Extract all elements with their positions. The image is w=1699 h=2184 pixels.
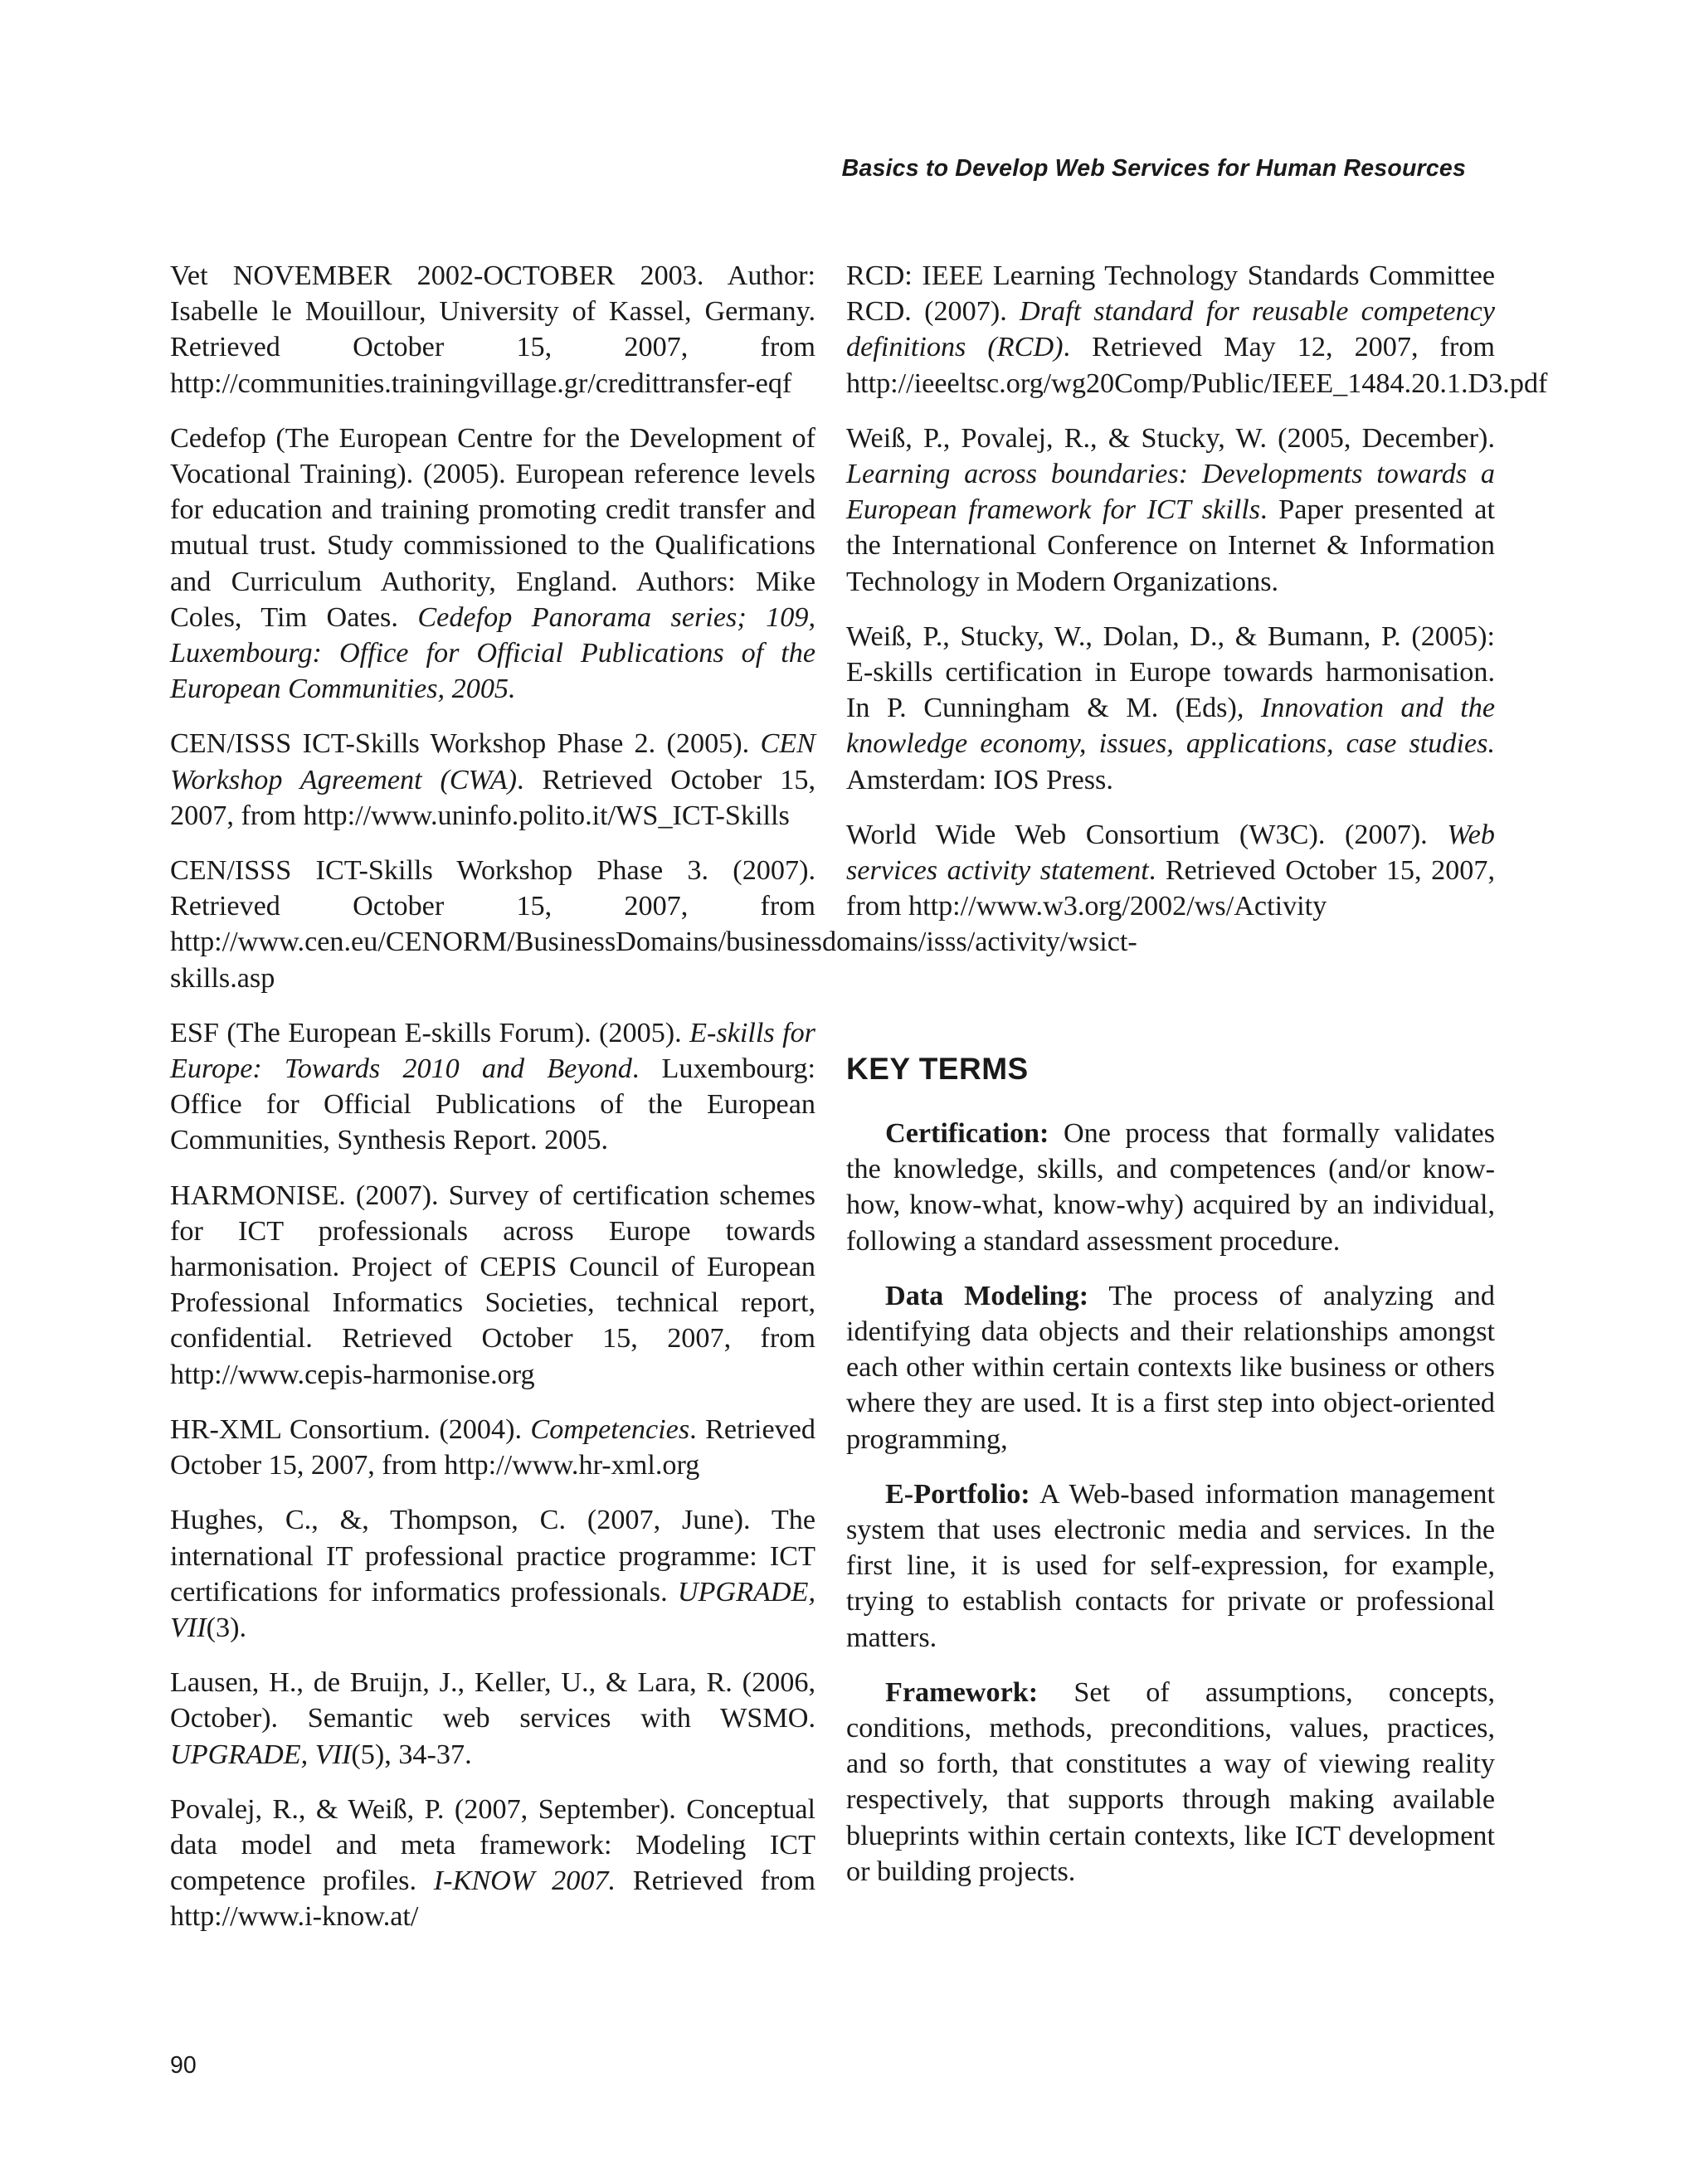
reference-italic-text: UPGRADE, VII [170, 1739, 352, 1770]
key-term-name: E-Portfolio: [885, 1478, 1030, 1510]
reference-text: Hughes, C., &, Thompson, C. (2007, June). The international IT professional practice programme: ICT certifications for informatics professionals. [170, 1505, 815, 1608]
reference-entry [170, 258, 815, 401]
key-term-name: Framework: [885, 1676, 1039, 1708]
reference-text: CEN/ISSS ICT-Skills Workshop Phase 2. (2005). [170, 728, 761, 760]
reference-text: RCD: IEEE Learning Technology Standards Committee RCD. (2007). [846, 260, 1495, 328]
reference-entry [170, 1792, 815, 1935]
reference-text: . Retrieved October 15, 2007, from http://www.w3.org/2002/ws/Activity [846, 855, 1495, 922]
reference-entry [170, 853, 1137, 996]
key-term-entry [846, 1278, 1495, 1457]
key-term-name: Data Modeling: [885, 1280, 1089, 1311]
reference-text: Cedefop (The European Centre for the Development of Vocational Training). (2005). European reference levels for education and training promoting credit transfer and mutual trust. Study commissioned to the Qualifications and Curriculum Authority, England. Authors: Mike Coles, Tim Oates. [170, 422, 815, 633]
running-head: Basics to Develop Web Services for Human Resources [841, 155, 1466, 182]
right-references [846, 258, 1548, 924]
reference-italic-text: , Innovation and the knowledge economy, issues, applications, case studies. [846, 693, 1496, 760]
reference-entry [846, 258, 1548, 401]
reference-text: . Retrieved May 12, 2007, from http://ieeeltsc.org/wg20Comp/Public/IEEE_1484.20.1.D3.pdf [846, 332, 1548, 399]
key-term-definition: A Web-based information management system that uses electronic media and services. In the first line, it is used for self-expression, for example, trying to establish contacts for private or professional matters. [846, 1478, 1495, 1653]
reference-entry [846, 619, 1495, 798]
reference-text: HARMONISE. (2007). Survey of certification schemes for ICT professionals across Europe towards harmonisation. Project of CEPIS Council of European Professional Informatics Societies, technical report, confidential. Retrieved October 15, 2007, from http://www.cepis-harmonise.org [170, 1180, 815, 1390]
reference-text: Retrieved from http://www.i-know.at/ [170, 1865, 815, 1933]
reference-entry [170, 1178, 815, 1393]
reference-italic-text: E-skills for Europe: Towards 2010 and Beyond [170, 1017, 815, 1085]
key-term-entry [846, 1116, 1495, 1259]
key-term-entry [846, 1476, 1495, 1656]
reference-text: . Luxembourg: Office for Official Publications of the European Communities, Synthesis Report. 2005. [170, 1053, 815, 1156]
reference-entry [170, 1665, 815, 1773]
reference-entry [846, 421, 1495, 600]
page-number: 90 [170, 2052, 197, 2079]
reference-text: Amsterdam: IOS Press. [846, 764, 1113, 795]
key-term-entry [846, 1675, 1495, 1890]
reference-text: Weiß, P., Povalej, R., & Stucky, W. (2005, December). [846, 422, 1495, 454]
reference-text: Povalej, R., & Weiß, P. (2007, September). Conceptual data model and meta framework: Modeling ICT competence profiles. [170, 1793, 815, 1897]
reference-italic-text: Learning across boundaries: Developments towards a European framework for ICT skills [846, 459, 1495, 526]
reference-text: (5), 34-37. [351, 1739, 472, 1770]
reference-italic-text: Competencies [530, 1413, 690, 1445]
reference-italic-text: Cedefop Panorama series; 109, Luxembourg: Office for Official Publications of the European Communities, 2005. [170, 601, 815, 705]
reference-entry [170, 421, 815, 708]
reference-italic-text: CEN Workshop Agreement (CWA) [170, 728, 815, 795]
reference-text: (3). [206, 1612, 247, 1643]
key-term-definition: One process that formally validates the knowledge, skills, and competences (and/or know-how, know-what, know-why) acquired by an individual, following a standard assessment procedure. [846, 1118, 1495, 1257]
key-term-name: Certification: [885, 1118, 1049, 1149]
reference-italic-text: Web services activity statement [846, 819, 1495, 887]
reference-text: HR-XML Consortium. (2004). [170, 1413, 531, 1445]
key-term-definition: Set of assumptions, concepts, conditions, methods, preconditions, values, practices, and so forth, that constitutes a way of viewing reality respectively, that supports through making available blueprints within certain contexts, like ICT development or building projects. [846, 1676, 1495, 1887]
reference-entry [170, 1502, 815, 1646]
reference-italic-text: I-KNOW 2007. [433, 1865, 616, 1897]
reference-text: . Retrieved October 15, 2007, from http://www.uninfo.polito.it/WS_ICT-Skills [170, 764, 815, 831]
reference-entry [846, 817, 1495, 925]
reference-text: Lausen, H., de Bruijn, J., Keller, U., & Lara, R. (2006, October). Semantic web services with WSMO. [170, 1667, 815, 1734]
key-terms-heading: KEY TERMS [846, 1052, 1029, 1086]
key-term-definition: The process of analyzing and identifying data objects and their relationships amongst each other within certain contexts like business or others where they are used. It is a first step into object-oriented programming, [846, 1280, 1495, 1455]
reference-text: Vet NOVEMBER 2002-OCTOBER 2003. Author: Isabelle le Mouillour, University of Kassel, Germany. Retrieved October 15, 2007, from http://communities.trainingvillage.gr/credittransfer-eqf [170, 260, 815, 399]
reference-text: ESF (The European E-skills Forum). (2005). [170, 1017, 690, 1048]
reference-text: Weiß, P., Stucky, W., Dolan, D., & Bumann, P. (2005): E-skills certification in Europe towards harmonisation. In P. Cunningham & M. (Eds) [846, 620, 1495, 724]
reference-entry [170, 1412, 815, 1483]
reference-text: . Retrieved October 15, 2007, from http://www.hr-xml.org [170, 1413, 815, 1481]
reference-entry [170, 726, 815, 834]
key-terms-list [846, 1116, 1495, 1909]
reference-text: CEN/ISSS ICT-Skills Workshop Phase 3. (2007). Retrieved October 15, 2007, from http://www.cen.eu/CENORM/BusinessDomains/businessdomains/isss/activity/wsict-skills.asp [170, 855, 1137, 994]
right-column [846, 258, 1548, 1887]
reference-entry [170, 1015, 815, 1159]
reference-text: . Paper presented at the International Conference on Internet & Information Technology in Modern Organizations. [846, 494, 1495, 597]
reference-italic-text: UPGRADE, VII [170, 1576, 815, 1643]
reference-text: World Wide Web Consortium (W3C). (2007). [846, 819, 1448, 850]
reference-italic-text: Draft standard for reusable competency definitions (RCD) [846, 296, 1495, 363]
